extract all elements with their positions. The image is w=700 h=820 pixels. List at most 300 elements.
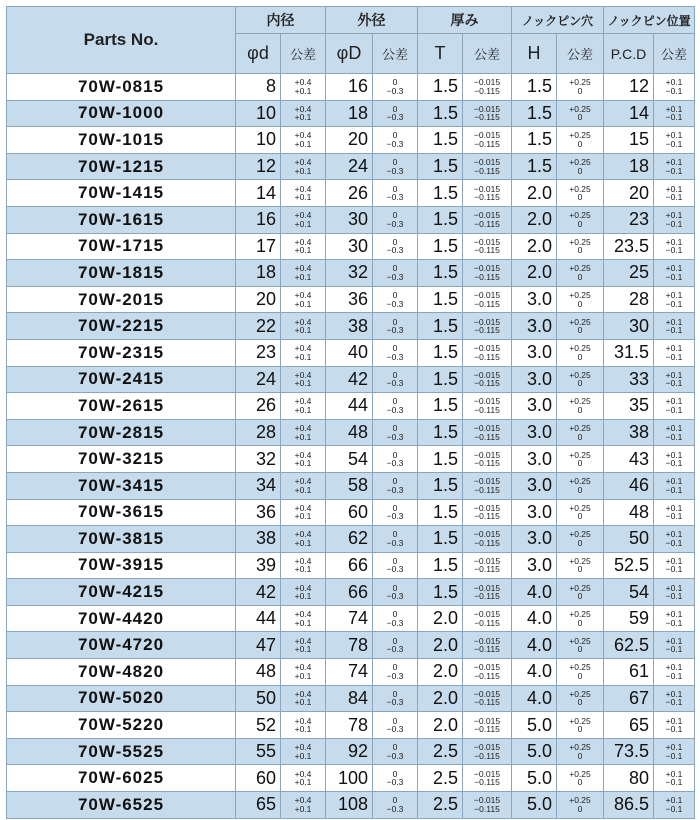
pcd-value: 31.5	[604, 339, 654, 366]
D-tolerance	[373, 685, 418, 712]
d-tolerance	[281, 393, 326, 420]
H-value: 5.0	[512, 765, 557, 792]
pcd-tolerance	[654, 685, 695, 712]
part-number: 70W-0815	[7, 74, 236, 101]
part-number: 70W-2015	[7, 286, 236, 313]
tolerance-upper: −0.015	[473, 210, 501, 221]
tolerance-upper: +0.25	[569, 290, 591, 301]
tolerance-lower: 0	[577, 325, 583, 336]
part-number: 70W-3215	[7, 446, 236, 473]
tolerance-upper: +0.25	[569, 369, 591, 380]
tolerance-lower: 0	[577, 192, 583, 203]
tolerance-lower: −0.1	[665, 85, 683, 96]
T-tolerance	[463, 366, 512, 393]
d-tolerance	[281, 765, 326, 792]
tolerance-lower: 0	[577, 564, 583, 575]
T-value: 2.5	[418, 792, 463, 819]
d-tolerance	[281, 446, 326, 473]
tolerance-upper: +0.4	[294, 449, 312, 460]
T-value: 1.5	[418, 206, 463, 233]
tolerance-lower: −0.3	[386, 537, 404, 548]
tolerance-upper: +0.25	[569, 396, 591, 407]
tolerance-lower: −0.115	[474, 298, 500, 309]
d-tolerance	[281, 180, 326, 207]
H-tolerance	[557, 233, 604, 260]
tolerance-upper: +0.4	[294, 555, 312, 566]
pcd-tolerance	[654, 446, 695, 473]
T-value: 1.5	[418, 526, 463, 553]
tolerance-lower: −0.3	[386, 378, 404, 389]
tolerance-upper: +0.4	[294, 343, 312, 354]
T-value: 1.5	[418, 100, 463, 127]
tolerance-lower: −0.3	[386, 644, 404, 655]
T-value: 2.0	[418, 659, 463, 686]
d-value: 36	[236, 499, 281, 526]
H-tolerance	[557, 738, 604, 765]
pcd-tolerance	[654, 100, 695, 127]
tolerance-lower: −0.115	[474, 245, 500, 256]
T-value: 1.5	[418, 286, 463, 313]
D-tolerance	[373, 313, 418, 340]
H-value: 3.0	[512, 446, 557, 473]
tolerance-lower: −0.1	[665, 378, 683, 389]
tolerance-upper: −0.015	[473, 715, 501, 726]
tolerance-upper: 0	[392, 343, 398, 354]
tolerance-upper: +0.1	[665, 502, 683, 513]
tolerance-upper: +0.4	[294, 236, 312, 247]
pcd-tolerance	[654, 472, 695, 499]
T-tolerance	[463, 419, 512, 446]
pcd-tolerance	[654, 712, 695, 739]
tolerance-upper: −0.015	[473, 502, 501, 513]
tolerance-upper: +0.25	[569, 795, 591, 806]
H-value: 4.0	[512, 605, 557, 632]
part-number: 70W-2615	[7, 393, 236, 420]
D-value: 16	[326, 74, 373, 101]
tolerance-upper: −0.015	[473, 449, 501, 460]
tolerance-lower: −0.3	[386, 245, 404, 256]
tolerance-lower: −0.1	[665, 431, 683, 442]
H-tolerance	[557, 659, 604, 686]
d-tolerance	[281, 499, 326, 526]
d-value: 14	[236, 180, 281, 207]
pcd-value: 46	[604, 472, 654, 499]
d-value: 20	[236, 286, 281, 313]
part-number: 70W-3915	[7, 552, 236, 579]
tolerance-upper: −0.015	[473, 476, 501, 487]
tolerance-upper: −0.015	[473, 130, 501, 141]
H-tolerance	[557, 526, 604, 553]
tolerance-upper: 0	[392, 768, 398, 779]
pcd-tolerance	[654, 153, 695, 180]
tolerance-upper: 0	[392, 635, 398, 646]
tolerance-lower: +0.1	[294, 750, 312, 761]
d-value: 32	[236, 446, 281, 473]
pcd-value: 15	[604, 127, 654, 154]
tolerance-upper: +0.4	[294, 476, 312, 487]
tolerance-lower: +0.1	[294, 245, 312, 256]
tolerance-lower: +0.1	[294, 670, 312, 681]
T-tolerance	[463, 127, 512, 154]
tolerance-upper: +0.1	[665, 609, 683, 620]
T-value: 1.5	[418, 552, 463, 579]
tolerance-upper: 0	[392, 476, 398, 487]
tolerance-lower: +0.1	[294, 165, 312, 176]
pcd-tolerance	[654, 286, 695, 313]
part-number: 70W-2815	[7, 419, 236, 446]
tolerance-upper: +0.1	[665, 635, 683, 646]
pcd-value: 65	[604, 712, 654, 739]
tolerance-lower: −0.1	[665, 564, 683, 575]
tolerance-lower: −0.3	[386, 112, 404, 123]
D-tolerance	[373, 712, 418, 739]
tolerance-lower: −0.3	[386, 724, 404, 735]
part-number: 70W-4720	[7, 632, 236, 659]
tolerance-lower: −0.3	[386, 138, 404, 149]
tolerance-upper: +0.25	[569, 529, 591, 540]
tolerance-lower: 0	[577, 803, 583, 814]
D-tolerance	[373, 446, 418, 473]
pcd-tolerance	[654, 260, 695, 287]
tolerance-upper: 0	[392, 236, 398, 247]
tolerance-upper: +0.1	[665, 343, 683, 354]
D-value: 18	[326, 100, 373, 127]
part-number: 70W-5020	[7, 685, 236, 712]
D-value: 84	[326, 685, 373, 712]
table-row	[7, 552, 695, 579]
tolerance-upper: +0.25	[569, 635, 591, 646]
pcd-tolerance	[654, 74, 695, 101]
d-tolerance	[281, 659, 326, 686]
H-value: 3.0	[512, 552, 557, 579]
tolerance-lower: −0.115	[474, 750, 500, 761]
pcd-value: 12	[604, 74, 654, 101]
tolerance-lower: 0	[577, 404, 583, 415]
pcd-value: 73.5	[604, 738, 654, 765]
part-number: 70W-1615	[7, 206, 236, 233]
tolerance-upper: +0.1	[665, 130, 683, 141]
tolerance-upper: −0.015	[473, 423, 501, 434]
T-tolerance	[463, 153, 512, 180]
pcd-tolerance	[654, 765, 695, 792]
D-tolerance	[373, 153, 418, 180]
tolerance-upper: 0	[392, 449, 398, 460]
tolerance-lower: −0.3	[386, 777, 404, 788]
part-number: 70W-6025	[7, 765, 236, 792]
tolerance-upper: +0.25	[569, 316, 591, 327]
d-value: 22	[236, 313, 281, 340]
D-value: 78	[326, 632, 373, 659]
part-number: 70W-1000	[7, 100, 236, 127]
T-value: 1.5	[418, 446, 463, 473]
pcd-tolerance	[654, 233, 695, 260]
T-value: 1.5	[418, 339, 463, 366]
tolerance-lower: −0.115	[474, 484, 500, 495]
pcd-tolerance	[654, 393, 695, 420]
d-tolerance	[281, 100, 326, 127]
tolerance-lower: +0.1	[294, 724, 312, 735]
D-tolerance	[373, 552, 418, 579]
H-tolerance	[557, 419, 604, 446]
tolerance-lower: −0.1	[665, 298, 683, 309]
D-value: 30	[326, 233, 373, 260]
d-value: 60	[236, 765, 281, 792]
tolerance-upper: +0.4	[294, 183, 312, 194]
tolerance-upper: +0.25	[569, 742, 591, 753]
D-value: 30	[326, 206, 373, 233]
table-row	[7, 792, 695, 819]
tolerance-upper: +0.1	[665, 316, 683, 327]
H-tolerance	[557, 286, 604, 313]
pcd-tolerance	[654, 526, 695, 553]
tolerance-upper: +0.4	[294, 77, 312, 88]
tolerance-lower: −0.115	[474, 777, 500, 788]
H-value: 3.0	[512, 526, 557, 553]
d-value: 10	[236, 100, 281, 127]
tolerance-upper: +0.1	[665, 476, 683, 487]
H-value: 2.0	[512, 180, 557, 207]
tolerance-upper: +0.25	[569, 157, 591, 168]
tolerance-upper: 0	[392, 183, 398, 194]
H-value: 1.5	[512, 127, 557, 154]
D-tolerance	[373, 579, 418, 606]
tolerance-lower: 0	[577, 271, 583, 282]
tolerance-lower: −0.115	[474, 138, 500, 149]
tolerance-lower: −0.3	[386, 351, 404, 362]
tolerance-lower: −0.3	[386, 484, 404, 495]
d-value: 8	[236, 74, 281, 101]
H-value: 3.0	[512, 472, 557, 499]
T-value: 2.0	[418, 685, 463, 712]
T-tolerance	[463, 765, 512, 792]
tolerance-lower: 0	[577, 644, 583, 655]
table-row	[7, 100, 695, 127]
part-number: 70W-6525	[7, 792, 236, 819]
pcd-value: 28	[604, 286, 654, 313]
d-value: 44	[236, 605, 281, 632]
tolerance-upper: 0	[392, 130, 398, 141]
tolerance-upper: +0.4	[294, 688, 312, 699]
H-value: 5.0	[512, 792, 557, 819]
part-number: 70W-1015	[7, 127, 236, 154]
T-value: 1.5	[418, 313, 463, 340]
tolerance-upper: +0.1	[665, 103, 683, 114]
tolerance-lower: −0.1	[665, 750, 683, 761]
tolerance-lower: −0.1	[665, 271, 683, 282]
T-tolerance	[463, 792, 512, 819]
pcd-value: 18	[604, 153, 654, 180]
pcd-value: 33	[604, 366, 654, 393]
D-value: 48	[326, 419, 373, 446]
d-value: 16	[236, 206, 281, 233]
pcd-value: 48	[604, 499, 654, 526]
T-value: 1.5	[418, 233, 463, 260]
tolerance-lower: −0.115	[474, 803, 500, 814]
d-tolerance	[281, 712, 326, 739]
tolerance-lower: −0.3	[386, 218, 404, 229]
table-row	[7, 738, 695, 765]
tolerance-lower: 0	[577, 298, 583, 309]
H-value: 3.0	[512, 286, 557, 313]
pcd-tolerance	[654, 552, 695, 579]
T-tolerance	[463, 260, 512, 287]
H-value: 3.0	[512, 366, 557, 393]
d-value: 47	[236, 632, 281, 659]
tolerance-upper: 0	[392, 555, 398, 566]
tolerance-lower: +0.1	[294, 192, 312, 203]
table-row	[7, 472, 695, 499]
tolerance-lower: −0.115	[474, 192, 500, 203]
d-value: 12	[236, 153, 281, 180]
pcd-tolerance	[654, 127, 695, 154]
tolerance-upper: +0.25	[569, 236, 591, 247]
parts-no-header: Parts No.	[7, 7, 236, 74]
H-tolerance	[557, 499, 604, 526]
H-tolerance	[557, 472, 604, 499]
D-value: 60	[326, 499, 373, 526]
tolerance-lower: +0.1	[294, 351, 312, 362]
tolerance-upper: +0.4	[294, 210, 312, 221]
tolerance-lower: −0.1	[665, 724, 683, 735]
T-value: 2.0	[418, 632, 463, 659]
H-tolerance	[557, 765, 604, 792]
tolerance-upper: +0.4	[294, 742, 312, 753]
tolerance-upper: +0.1	[665, 183, 683, 194]
part-number: 70W-4820	[7, 659, 236, 686]
tolerance-lower: −0.115	[474, 591, 500, 602]
tolerance-lower: 0	[577, 378, 583, 389]
tolerance-lower: −0.115	[474, 325, 500, 336]
pcd-value: 52.5	[604, 552, 654, 579]
table-row	[7, 526, 695, 553]
H-tolerance	[557, 446, 604, 473]
tolerance-upper: +0.25	[569, 130, 591, 141]
part-number: 70W-2315	[7, 339, 236, 366]
pcd-value: 43	[604, 446, 654, 473]
tolerance-lower: −0.1	[665, 644, 683, 655]
tolerance-upper: 0	[392, 210, 398, 221]
d-tolerance	[281, 206, 326, 233]
tolerance-lower: −0.115	[474, 617, 500, 628]
tolerance-lower: 0	[577, 617, 583, 628]
tolerance-lower: −0.3	[386, 617, 404, 628]
d-header: φd	[236, 34, 281, 74]
pcd-tolerance	[654, 659, 695, 686]
T-value: 1.5	[418, 579, 463, 606]
D-value: 26	[326, 180, 373, 207]
pcd-value: 38	[604, 419, 654, 446]
tolerance-upper: 0	[392, 742, 398, 753]
H-value: 3.0	[512, 313, 557, 340]
tolerance-upper: +0.25	[569, 555, 591, 566]
D-tolerance	[373, 339, 418, 366]
tolerance-lower: −0.115	[474, 458, 500, 469]
D-value: 62	[326, 526, 373, 553]
tolerance-upper: +0.25	[569, 662, 591, 673]
part-number: 70W-3815	[7, 526, 236, 553]
part-number: 70W-3615	[7, 499, 236, 526]
table-row	[7, 659, 695, 686]
table-row	[7, 286, 695, 313]
tolerance-upper: −0.015	[473, 396, 501, 407]
tolerance-upper: −0.015	[473, 183, 501, 194]
tolerance-lower: −0.115	[474, 165, 500, 176]
pcd-value: 62.5	[604, 632, 654, 659]
tolerance-upper: −0.015	[473, 343, 501, 354]
pcd-tolerance	[654, 313, 695, 340]
D-tolerance-header: 公差	[373, 34, 418, 74]
tolerance-lower: −0.3	[386, 591, 404, 602]
pcd-tolerance	[654, 366, 695, 393]
D-header: φD	[326, 34, 373, 74]
tolerance-upper: −0.015	[473, 609, 501, 620]
d-tolerance	[281, 685, 326, 712]
tolerance-lower: 0	[577, 458, 583, 469]
tolerance-lower: +0.1	[294, 378, 312, 389]
tolerance-upper: +0.1	[665, 742, 683, 753]
tolerance-lower: −0.3	[386, 697, 404, 708]
table-row	[7, 127, 695, 154]
tolerance-upper: −0.015	[473, 688, 501, 699]
tolerance-upper: +0.25	[569, 103, 591, 114]
spec-table-container	[6, 6, 695, 819]
tolerance-lower: −0.115	[474, 564, 500, 575]
d-tolerance-header: 公差	[281, 34, 326, 74]
tolerance-lower: −0.115	[474, 85, 500, 96]
tolerance-upper: +0.25	[569, 423, 591, 434]
tolerance-upper: −0.015	[473, 742, 501, 753]
tolerance-upper: +0.1	[665, 715, 683, 726]
tolerance-upper: 0	[392, 423, 398, 434]
part-number: 70W-2415	[7, 366, 236, 393]
D-value: 38	[326, 313, 373, 340]
H-value: 2.0	[512, 260, 557, 287]
T-tolerance	[463, 100, 512, 127]
pcd-value: 35	[604, 393, 654, 420]
tolerance-lower: −0.1	[665, 165, 683, 176]
D-value: 40	[326, 339, 373, 366]
part-number: 70W-1715	[7, 233, 236, 260]
T-value: 1.5	[418, 419, 463, 446]
D-tolerance	[373, 526, 418, 553]
tolerance-lower: +0.1	[294, 298, 312, 309]
H-tolerance	[557, 792, 604, 819]
T-tolerance	[463, 659, 512, 686]
T-value: 1.5	[418, 499, 463, 526]
tolerance-lower: +0.1	[294, 85, 312, 96]
d-tolerance	[281, 127, 326, 154]
tolerance-upper: −0.015	[473, 635, 501, 646]
table-row	[7, 339, 695, 366]
table-row	[7, 74, 695, 101]
H-tolerance	[557, 313, 604, 340]
tolerance-upper: +0.25	[569, 210, 591, 221]
table-row	[7, 765, 695, 792]
tolerance-upper: +0.4	[294, 316, 312, 327]
tolerance-lower: 0	[577, 697, 583, 708]
H-tolerance	[557, 552, 604, 579]
tolerance-lower: +0.1	[294, 564, 312, 575]
knock-pin-position-header: ノックピン位置	[604, 7, 695, 34]
table-row	[7, 419, 695, 446]
part-number: 70W-1815	[7, 260, 236, 287]
D-value: 108	[326, 792, 373, 819]
part-number: 70W-2215	[7, 313, 236, 340]
tolerance-lower: +0.1	[294, 431, 312, 442]
tolerance-upper: 0	[392, 157, 398, 168]
tolerance-lower: −0.1	[665, 245, 683, 256]
tolerance-upper: −0.015	[473, 157, 501, 168]
